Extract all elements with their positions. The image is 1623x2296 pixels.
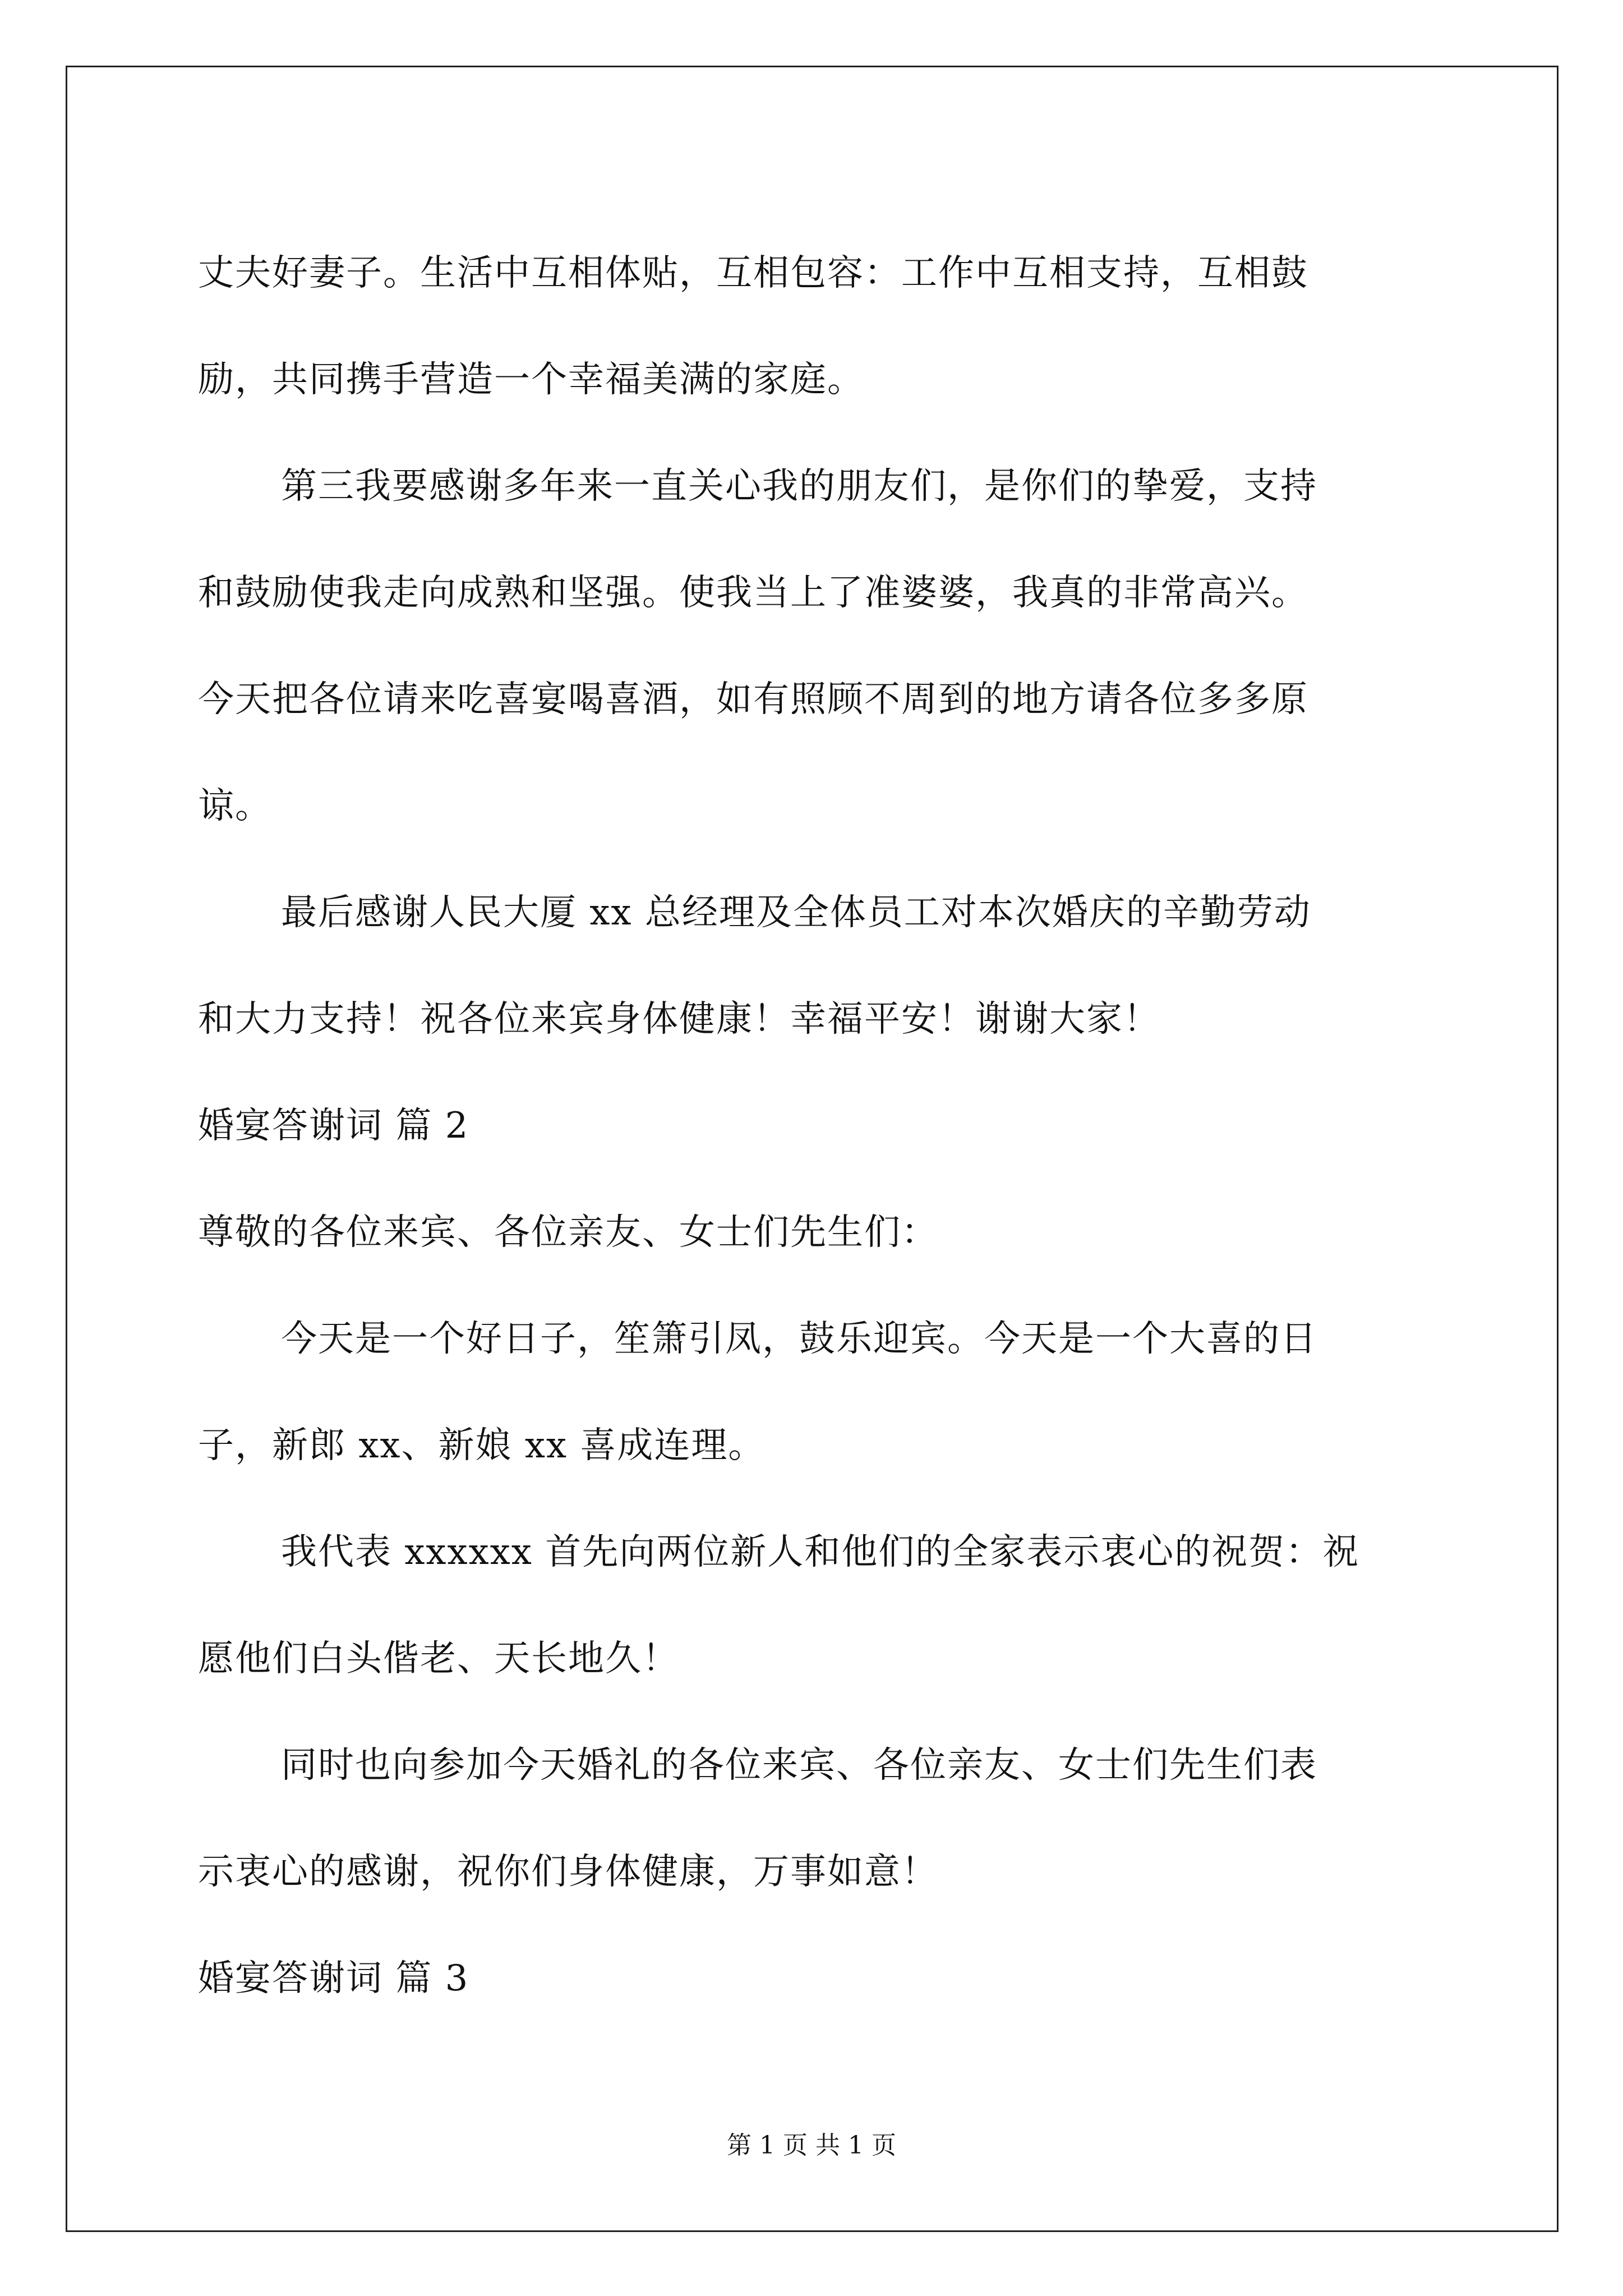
salutation-line: 尊敬的各位来宾、各位亲友、女士们先生们： xyxy=(198,1212,938,1253)
text-line: 丈夫好妻子。生活中互相体贴，互相包容：工作中互相支持，互相鼓 xyxy=(198,252,1308,294)
text-line: 今天把各位请来吃喜宴喝喜酒，如有照顾不周到的地方请各位多多原 xyxy=(198,679,1308,720)
text-line: 励，共同携手营造一个幸福美满的家庭。 xyxy=(198,359,864,401)
paragraph-start-line: 今天是一个好日子，笙箫引凤，鼓乐迎宾。今天是一个大喜的日 xyxy=(281,1318,1317,1360)
paragraph-start-line: 我代表 xxxxxx 首先向两位新人和他们的全家表示衷心的祝贺：祝 xyxy=(281,1531,1360,1573)
text-line: 愿他们白头偕老、天长地久！ xyxy=(198,1638,679,1680)
paragraph-start-line: 第三我要感谢多年来一直关心我的朋友们，是你们的挚爱，支持 xyxy=(281,466,1317,507)
text-line: 示衷心的感谢，祝你们身体健康，万事如意！ xyxy=(198,1851,938,1893)
text-line: 和鼓励使我走向成熟和坚强。使我当上了准婆婆，我真的非常高兴。 xyxy=(198,572,1308,614)
text-line: 子，新郎 xx、新娘 xx 喜成连理。 xyxy=(198,1425,766,1466)
paragraph-start-line: 同时也向参加今天婚礼的各位来宾、各位亲友、女士们先生们表 xyxy=(281,1745,1317,1786)
page-footer: 第 1 页 共 1 页 xyxy=(727,2131,896,2160)
section-heading: 婚宴答谢词 篇 2 xyxy=(198,1105,469,1147)
section-heading: 婚宴答谢词 篇 3 xyxy=(198,1958,469,1999)
text-line: 和大力支持！祝各位来宾身体健康！幸福平安！谢谢大家！ xyxy=(198,999,1160,1040)
paragraph-start-line: 最后感谢人民大厦 xx 总经理及全体员工对本次婚庆的辛勤劳动 xyxy=(281,892,1311,933)
document-body xyxy=(198,220,1435,2032)
text-line: 谅。 xyxy=(198,785,272,827)
